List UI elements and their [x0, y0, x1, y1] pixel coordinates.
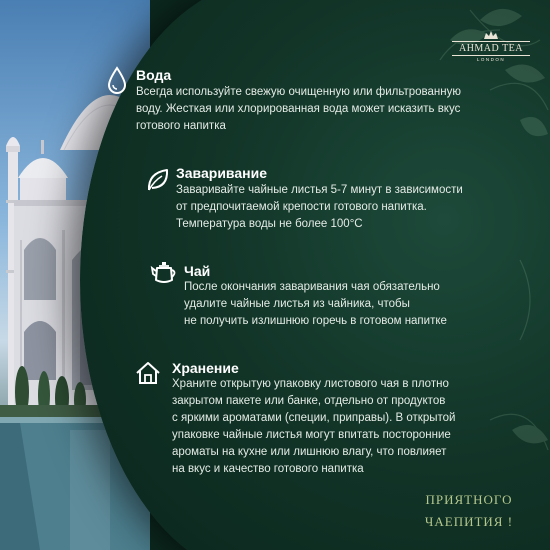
text-line: воду. Жесткая или хлорированная вода может исказить вкус: [136, 103, 461, 115]
brand-logo: [452, 30, 530, 62]
section-brewing-text: [176, 182, 463, 233]
leaf-icon: [146, 167, 170, 193]
text-line: от предпочитаемой крепости готового напитка.: [176, 201, 427, 213]
brand-name: AHMAD TEA: [452, 41, 530, 56]
section-brewing-title: Заваривание: [176, 165, 267, 181]
text-line: на вкус и качество готового напитка: [172, 463, 364, 475]
section-water-text: [136, 84, 461, 135]
house-icon: [135, 361, 161, 385]
text-line: ароматы на кухне или лишнюю влагу, что повлияет: [172, 446, 447, 458]
crest-icon: [482, 30, 500, 40]
section-storage-title: Хранение: [172, 360, 239, 376]
text-line: не получить излишнюю горечь в готовом напитке: [184, 315, 447, 327]
footer-line: ПРИЯТНОГО: [425, 492, 513, 507]
footer-greeting: [404, 489, 534, 533]
text-line: После окончания заваривания чая обязательно: [184, 281, 440, 293]
text-line: удалите чайные листья из чайника, чтобы: [184, 298, 410, 310]
text-line: Температура воды не более 100°C: [176, 218, 363, 230]
water-drop-icon: [105, 66, 129, 96]
teapot-icon: [150, 260, 178, 286]
text-line: Всегда используйте свежую очищенную или фильтрованную: [136, 86, 461, 98]
text-line: готового напитка: [136, 120, 226, 132]
section-tea-text: [184, 279, 447, 330]
text-line: упаковке чайные листья могут впитать посторонние: [172, 429, 451, 441]
text-line: закрытом пакете или банке, отдельно от продуктов: [172, 395, 446, 407]
section-tea-title: Чай: [184, 263, 211, 279]
text-line: Храните открытую упаковку листового чая в плотно: [172, 378, 449, 390]
text-line: с яркими ароматами (специи, приправы). В открытой: [172, 412, 456, 424]
brand-city: LONDON: [476, 57, 506, 62]
text-line: Заваривайте чайные листья 5-7 минут в зависимости: [176, 184, 463, 196]
section-storage-text: [172, 376, 455, 478]
section-water-title: Вода: [136, 67, 172, 83]
footer-line: ЧАЕПИТИЯ !: [424, 514, 514, 529]
